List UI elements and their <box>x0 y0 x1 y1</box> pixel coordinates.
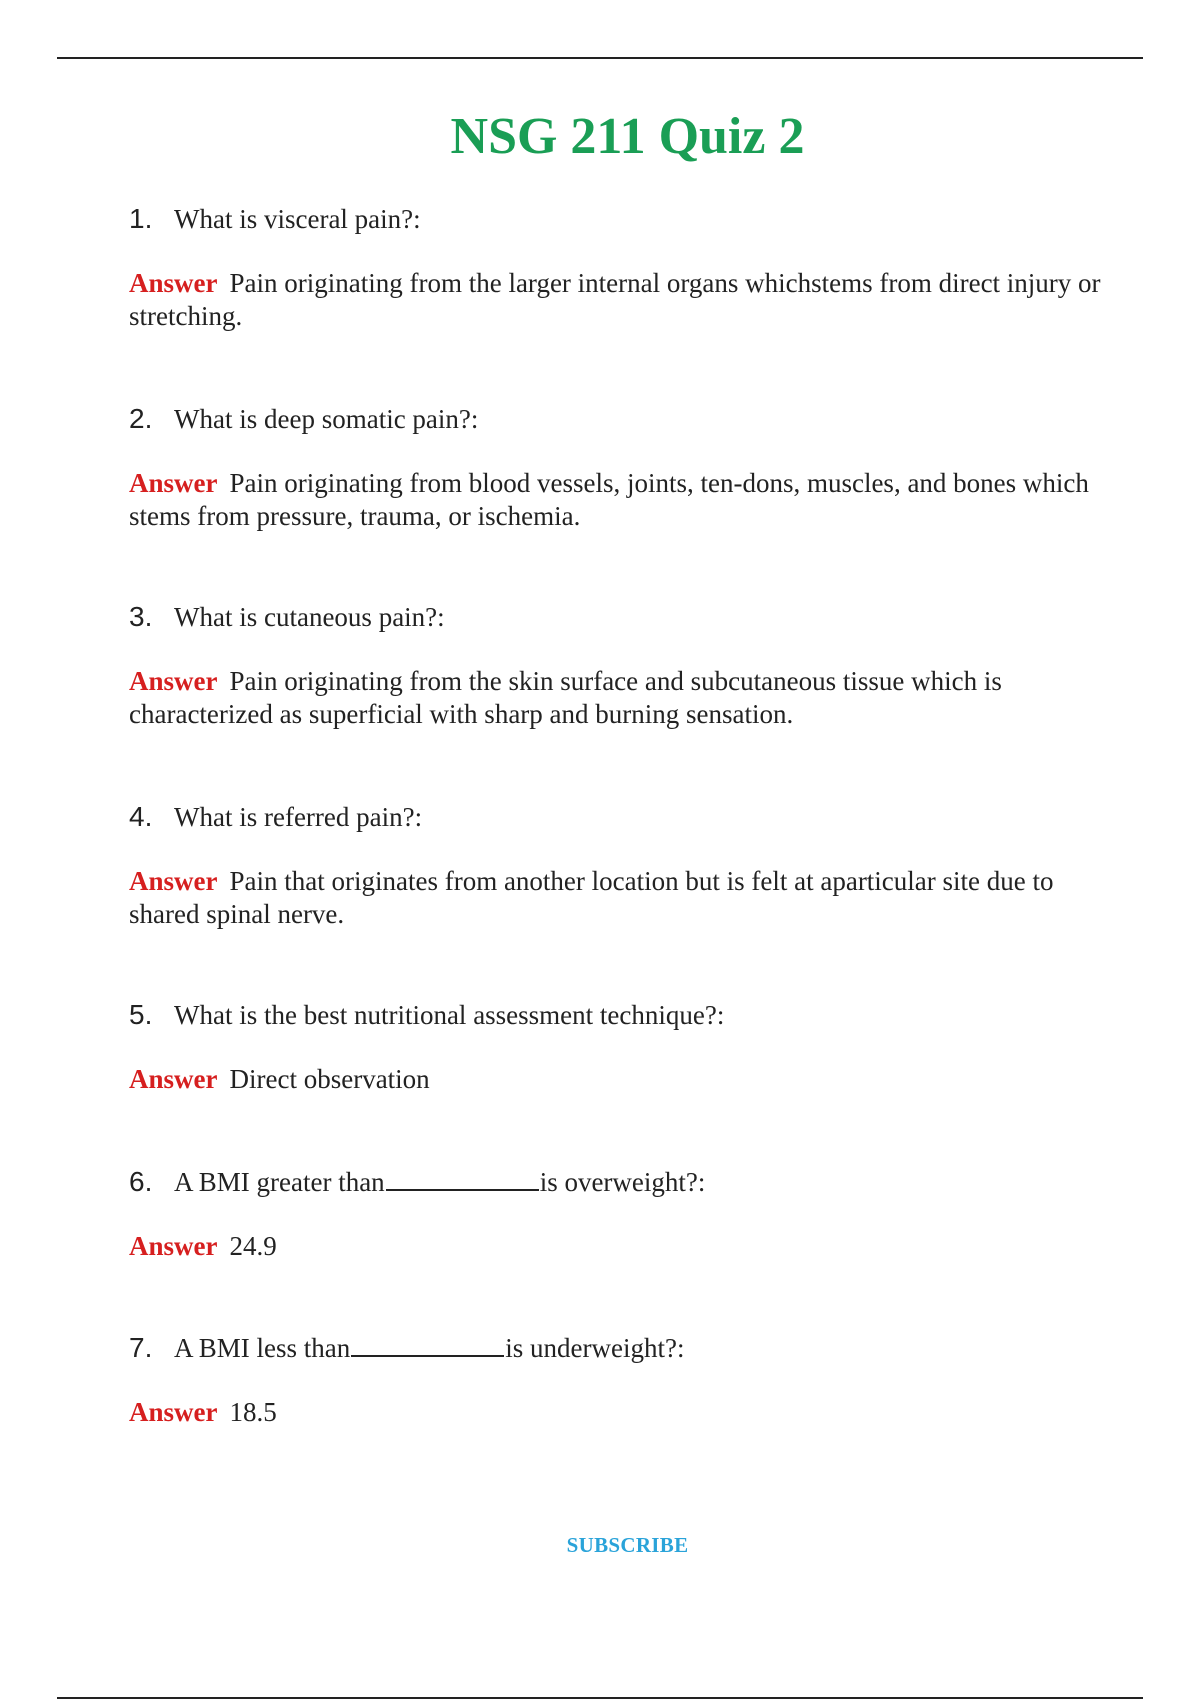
question-item <box>129 403 1129 533</box>
question-prompt: What is deep somatic pain?: <box>174 404 479 434</box>
answer-text: 24.9 <box>229 1231 277 1261</box>
answer-label: Answer <box>129 1397 218 1427</box>
question-prompt <box>174 1166 705 1198</box>
question-prompt: What is visceral pain?: <box>174 204 421 234</box>
bottom-divider <box>57 1697 1143 1699</box>
question-number: 4. <box>129 801 153 832</box>
answer-label: Answer <box>129 866 218 896</box>
question-prompt-after: is underweight?: <box>505 1333 685 1363</box>
question-item <box>129 801 1129 931</box>
answer-block <box>129 1063 1129 1096</box>
answer-block <box>129 665 1129 731</box>
question-text <box>129 601 1129 633</box>
answer-text: Pain originating from the skin surface and subcutaneous tissue which is characterized as superficial with sharp and burning sensation. <box>129 666 1002 729</box>
question-number: 1. <box>129 203 153 234</box>
question-prompt-before: A BMI greater than <box>174 1167 385 1197</box>
question-number: 3. <box>129 601 153 632</box>
answer-label: Answer <box>129 268 218 298</box>
question-prompt <box>174 1332 684 1364</box>
answer-text: Pain originating from blood vessels, joints, ten-dons, muscles, and bones which stems from pressure, trauma, or ischemia. <box>129 468 1089 531</box>
answer-text: 18.5 <box>229 1397 277 1427</box>
question-number: 7. <box>129 1332 153 1363</box>
question-text <box>129 1166 1129 1198</box>
answer-text: Direct observation <box>229 1064 430 1094</box>
question-number: 6. <box>129 1166 153 1197</box>
question-prompt: What is the best nutritional assessment technique?: <box>174 1000 725 1030</box>
question-item <box>129 1332 1129 1429</box>
answer-label: Answer <box>129 1231 218 1261</box>
answer-block <box>129 267 1129 333</box>
question-number: 2. <box>129 403 153 434</box>
answer-label: Answer <box>129 1064 218 1094</box>
top-divider <box>57 57 1143 59</box>
answer-block <box>129 865 1129 931</box>
question-item <box>129 601 1129 731</box>
question-text <box>129 203 1129 235</box>
question-item <box>129 1166 1129 1263</box>
question-text <box>129 403 1129 435</box>
question-number: 5. <box>129 999 153 1030</box>
answer-block <box>129 467 1129 533</box>
answer-label: Answer <box>129 666 218 696</box>
answer-label: Answer <box>129 468 218 498</box>
question-text <box>129 801 1129 833</box>
question-prompt: What is referred pain?: <box>174 802 423 832</box>
question-prompt-before: A BMI less than <box>174 1333 351 1363</box>
question-prompt-after: is overweight?: <box>539 1167 706 1197</box>
subscribe-link[interactable]: SUBSCRIBE <box>566 1533 689 1557</box>
fill-in-blank <box>386 1189 539 1191</box>
page-title: NSG 211 Quiz 2 <box>450 108 805 165</box>
answer-block <box>129 1396 1129 1429</box>
question-text <box>129 999 1129 1031</box>
question-text <box>129 1332 1129 1364</box>
question-item <box>129 203 1129 333</box>
answer-text: Pain that originates from another location but is felt at aparticular site due to shared spinal nerve. <box>129 866 1054 929</box>
answer-text: Pain originating from the larger internal organs whichstems from direct injury or stretching. <box>129 268 1101 331</box>
answer-block <box>129 1230 1129 1263</box>
fill-in-blank <box>351 1355 504 1357</box>
question-prompt: What is cutaneous pain?: <box>174 602 445 632</box>
question-item <box>129 999 1129 1096</box>
